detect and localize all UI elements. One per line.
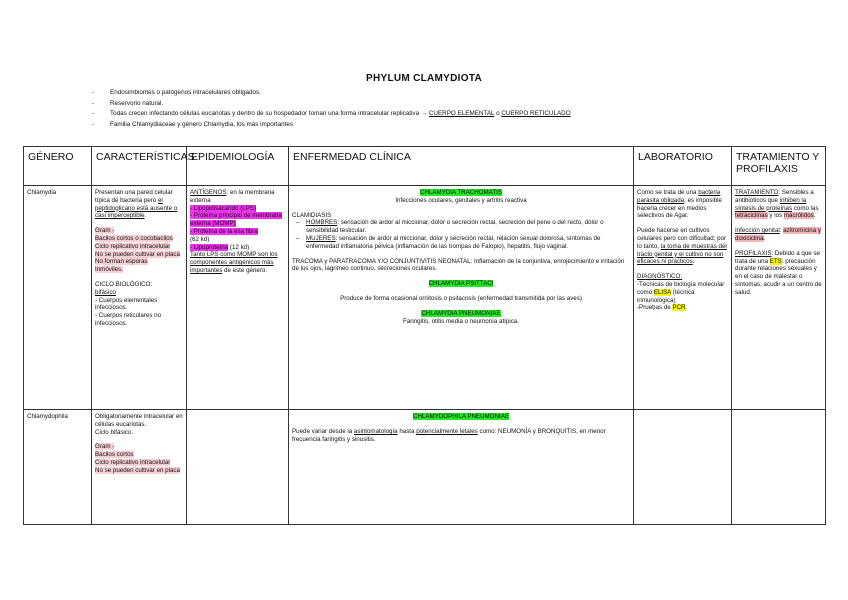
list-item <box>292 235 630 251</box>
text: macrólidos <box>783 212 814 220</box>
text: como: NEUMONÍA y BRONQUITIS, en menor frecuencia faringitis y sinusitis. <box>292 427 606 443</box>
text: TRACOMA y PARATRACOMA Y/O CONJUNTIVITIS NEONATAL: Inflamación de la conjuntiva, enrojecimiento e irritación de los ojos, lagrimeo continuo, secreciones oculares. <box>292 257 625 273</box>
table-row <box>24 410 826 525</box>
text: : <box>779 227 784 235</box>
gram-label: Gram - <box>95 227 115 235</box>
laboratorio-cell <box>634 410 732 525</box>
intro-item <box>92 120 571 131</box>
intro-text: Familia Chlamydiaceae y género Chlamydia, los más importantes <box>110 120 294 128</box>
genero-cell: Chlamydophila <box>24 410 92 525</box>
disease-heading: CHLAMYDIA PNEUMONIAE <box>421 309 501 317</box>
text: Puede hacerse en cultivos celulares pero con dificultad; por lo tanto, <box>637 227 727 250</box>
intro-item <box>92 88 571 99</box>
text: Puede variar desde la <box>292 427 354 435</box>
text: - Lipoproteína <box>190 243 229 251</box>
page-title: PHYLUM CLAMYDIOTA <box>365 73 483 84</box>
text: ELISA <box>653 288 672 296</box>
header-caracteristicas: CARACTERÍSTICAS <box>92 147 187 186</box>
text: Inmóviles. <box>95 266 123 274</box>
header-enfermedad: ENFERMEDAD CLÍNICA <box>289 147 634 186</box>
intro-item <box>92 99 571 110</box>
text: No se pueden cultivar en placa <box>95 466 180 474</box>
text: la toma de muestras del tracto genital y el cultivo no son eficaces ni prácticos <box>637 242 727 266</box>
cuerpo-reticulado: CUERPO RETICULADO <box>501 110 571 118</box>
text: PCR <box>672 304 686 312</box>
text: ANTÍGENOS <box>190 189 227 196</box>
epidemiologia-cell <box>187 410 289 525</box>
classification-table <box>23 146 826 525</box>
text: DIAGNÓSTICO: <box>637 273 683 281</box>
intro-text: Reservorio natural. <box>110 99 164 107</box>
laboratorio-cell <box>634 186 732 410</box>
text: - Cuerpos reticulares no infecciosos. <box>95 312 162 327</box>
text: : en la membrana externa <box>190 189 275 204</box>
tratamiento-cell <box>732 410 826 525</box>
intro-text: Endosimbiontes o patógenos intracelulares obligados. <box>110 89 261 96</box>
text: Tanto LPS como MOMP son los componentes antigénicos más importantes <box>190 251 278 274</box>
text: (62 kd) <box>190 235 210 243</box>
text: : sensación de ardor al miccionar, dolor o secreción rectal, secreción del pene o del recto, dolor o sensibilidad testicular. <box>306 219 604 235</box>
text: No se pueden cultivar en placa <box>95 250 180 258</box>
text: - Lipopolisacárido (LPS) <box>190 204 257 212</box>
genero-cell: Chlamydia <box>24 186 92 410</box>
disease-heading: CHLAMYDIA TRACHOMATIS <box>420 189 502 196</box>
text: ETS <box>769 257 782 265</box>
intro-list <box>92 88 571 130</box>
text: - Cuerpos elementales infecciosos. <box>95 296 158 312</box>
text: - Proteína principal de membrana externa (MOMP) <box>190 212 282 228</box>
text: Ciclo replicativo intracelular <box>95 458 171 466</box>
text: Presentan una pared celular típica de bacteria pero <box>95 189 173 204</box>
enfermedad-cell <box>289 186 634 410</box>
text: . <box>692 258 695 266</box>
table-row <box>24 186 826 410</box>
header-genero: GÉNERO <box>24 147 92 186</box>
text: . <box>763 234 766 242</box>
text: Bacilos cortos <box>95 451 134 459</box>
text: . <box>144 212 147 220</box>
text: : sensación de ardor al miccionar, dolor y secreción rectal, relación sexual dolorosa, síntomas de enfermedad inflamatoria pélvica (inflamación de las trompas de Falopio), hepatitis, flujo vaginal. <box>306 234 601 250</box>
text: -Técnicas de biología molecular como <box>637 280 725 296</box>
text: bifásico <box>95 288 116 296</box>
text: y los <box>767 212 784 220</box>
text: -Pruebas de <box>637 304 673 312</box>
text: PROFILAXIS <box>735 249 772 257</box>
list-item <box>292 219 630 235</box>
header-tratamiento: TRATAMIENTO Y PROFILAXIS <box>732 147 826 186</box>
text: Como se trata de una <box>637 189 699 196</box>
text: CICLO BIOLÓGICO: <box>95 280 153 288</box>
caracteristicas-cell <box>92 410 187 525</box>
text: (12 kd) <box>228 243 250 251</box>
text: Bacilos cortos o cocobacilos <box>95 234 173 242</box>
text: Infección genital <box>735 227 780 235</box>
table-header-row <box>24 147 826 186</box>
text: Faringitis, otitis media o neumonía atípica. <box>403 317 519 325</box>
text: potencialmente letales <box>416 427 478 435</box>
text: , es imposible hacerla crecer en medios selectivos de Agar. <box>637 196 722 220</box>
disease-heading: CHLAMYDIA PSITTACI <box>428 280 494 288</box>
text: CLAMIDIASIS <box>292 211 332 219</box>
text: Ciclo bifásico. <box>95 428 134 436</box>
text: Ciclo replicativo intracelular <box>95 242 171 250</box>
text: : precaución durante relaciones sexuales y en el caso de malestar o síntomas, acudir a un centro de salud. <box>735 257 822 296</box>
text: como las <box>792 204 819 212</box>
text: asintomatología <box>353 427 398 435</box>
text: hasta <box>397 427 417 435</box>
text: tetraciclinas <box>735 212 768 220</box>
cuerpo-elemental: CUERPO ELEMENTAL <box>428 110 495 118</box>
intro-item <box>92 109 571 120</box>
text: TRATAMIENTO <box>735 189 779 196</box>
epidemiologia-cell <box>187 186 289 410</box>
text: MUJERES <box>306 234 336 242</box>
disease-heading: CHLAMYDOPHILA PNEUMONIAE <box>413 413 509 420</box>
intro-text: Todas crecen infectando células eucariotas y dentro de su hospedador toman una forma intracelular replicativa → <box>110 110 428 118</box>
text: de este género. <box>222 266 268 274</box>
intro-text: o <box>496 110 500 118</box>
header-epidemiologia: EPIDEMIOLOGÍA <box>187 147 289 186</box>
text: - Proteína de la esa fibra <box>190 227 258 235</box>
text: : Sensibles a antibióticos que <box>735 189 814 204</box>
enfermedad-cell <box>289 410 634 525</box>
text: azitromicina y doxiciclina <box>735 227 821 242</box>
text: bacteria parásita obligada <box>637 189 721 204</box>
gram-label: Gram - <box>95 443 115 451</box>
text: : Debido a que se trata de una <box>735 249 820 265</box>
caracteristicas-cell <box>92 186 187 410</box>
text: . <box>813 212 816 220</box>
text: Infecciones oculares, genitales y artritis reactiva <box>395 196 527 204</box>
text: Obligatoriamente intracelular en células eucariotas. <box>95 413 183 428</box>
text: el peptidoglicano está ausente o casi imperceptible <box>95 196 178 220</box>
text: Produce de forma ocasional ornitosis o psitacosis (enfermedad transmitida por las aves) <box>340 294 582 302</box>
text: HOMBRES <box>306 219 338 227</box>
header-laboratorio: LABORATORIO <box>634 147 732 186</box>
text: No forman esporas <box>95 258 148 266</box>
text: (técnica inmunológica) <box>637 288 695 304</box>
text: inhiben la síntesis de proteínas <box>735 196 807 212</box>
tratamiento-cell <box>732 186 826 410</box>
